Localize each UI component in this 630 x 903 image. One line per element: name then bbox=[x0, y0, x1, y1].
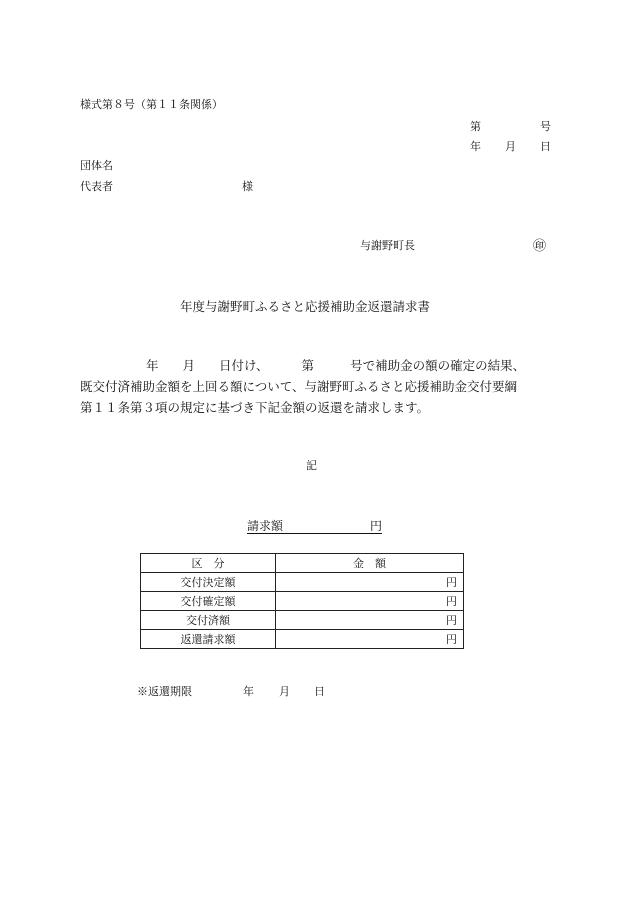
claim-amount-label: 請求額 bbox=[247, 519, 284, 533]
body-line-3: 第１１条第３項の規定に基づき下記金額の返還を請求します。 bbox=[80, 400, 430, 415]
seal-icon: ㊞ bbox=[533, 239, 547, 254]
table-row bbox=[141, 592, 464, 611]
body-number-prefix: 第 bbox=[301, 358, 315, 373]
amount-table bbox=[140, 553, 464, 649]
issuer-title: 与謝野町長 bbox=[360, 239, 415, 252]
table-row-amount: 円 bbox=[276, 630, 464, 649]
date-day-label: 日 bbox=[540, 140, 551, 153]
date-month-label: 月 bbox=[505, 140, 516, 153]
deadline-month-label: 月 bbox=[279, 685, 290, 698]
table-row bbox=[141, 573, 464, 592]
document-title: 年度与謝野町ふるさと応援補助金返還請求書 bbox=[180, 299, 431, 314]
table-row-label: 交付決定額 bbox=[141, 573, 276, 592]
table-row bbox=[141, 611, 464, 630]
request-body-text bbox=[80, 355, 560, 418]
form-number-label: 様式第８号（第１１条関係） bbox=[80, 98, 223, 111]
body-line-1 bbox=[80, 355, 560, 376]
table-header-row bbox=[141, 554, 464, 573]
table-row-amount: 円 bbox=[276, 592, 464, 611]
claim-amount-line bbox=[247, 517, 382, 534]
representative-label: 代表者 bbox=[80, 180, 113, 193]
body-year-label: 年 bbox=[146, 358, 159, 373]
table-row-amount: 円 bbox=[276, 611, 464, 630]
honorific-label: 様 bbox=[242, 180, 253, 193]
body-month-label: 月 bbox=[182, 358, 196, 373]
organization-name-label: 団体名 bbox=[80, 159, 113, 172]
table-header-amount: 金 額 bbox=[276, 554, 464, 573]
body-line-2: 既交付済補助金額を上回る額について、与謝野町ふるさと応援補助金交付要綱 bbox=[80, 379, 518, 394]
ki-heading: 記 bbox=[306, 459, 317, 472]
deadline-day-label: 日 bbox=[314, 685, 325, 698]
table-row-amount: 円 bbox=[276, 573, 464, 592]
document-number-suffix: 号 bbox=[540, 120, 551, 133]
table-row-label: 交付確定額 bbox=[141, 592, 276, 611]
claim-amount-unit: 円 bbox=[369, 519, 382, 533]
document-number-prefix: 第 bbox=[470, 120, 481, 133]
date-year-label: 年 bbox=[470, 140, 481, 153]
table-row-label: 返還請求額 bbox=[141, 630, 276, 649]
deadline-year-label: 年 bbox=[243, 685, 254, 698]
table-header-category: 区 分 bbox=[141, 554, 276, 573]
table-row bbox=[141, 630, 464, 649]
body-line-1-rest: 号で補助金の額の確定の結果、 bbox=[350, 358, 526, 373]
table-row-label: 交付済額 bbox=[141, 611, 276, 630]
return-deadline-label: ※返還期限 bbox=[137, 685, 192, 698]
body-day-label: 日付け、 bbox=[219, 358, 269, 373]
